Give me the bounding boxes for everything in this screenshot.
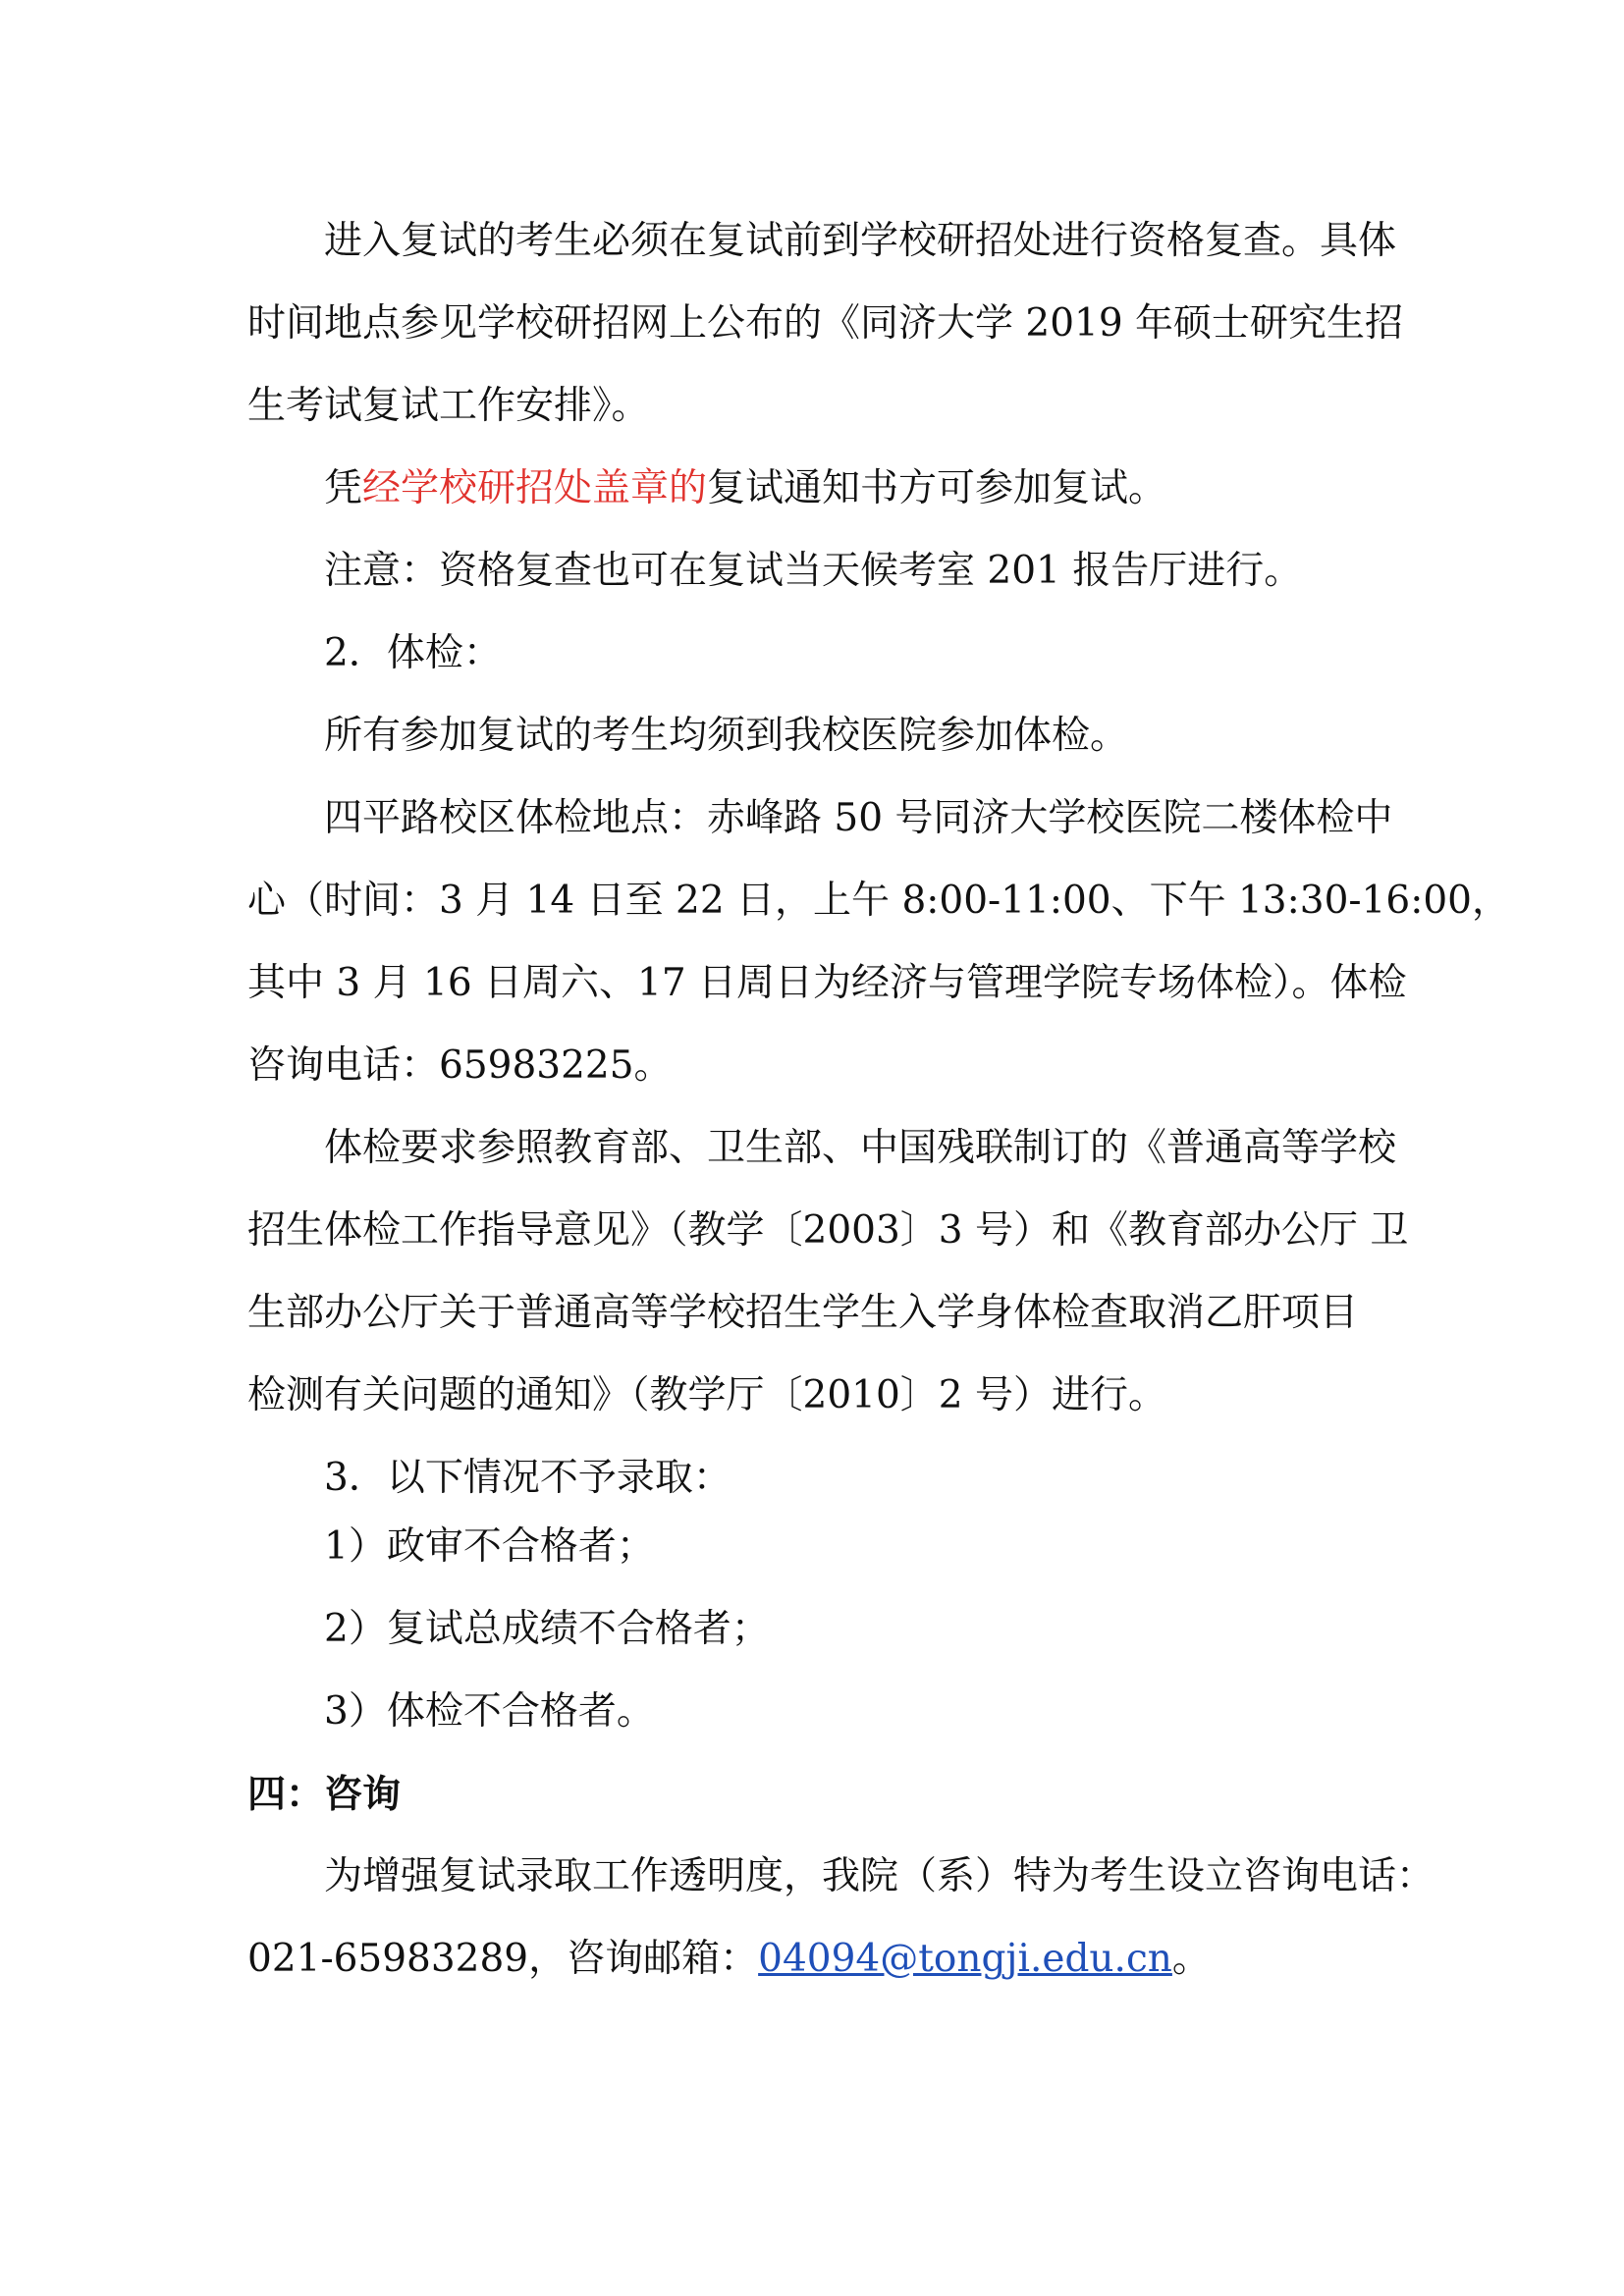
exam-location-line-3: 其中 3 月 16 日周六、17 日周日为经济与管理学院专场体检）。体检 [247,961,1407,1005]
reject-section-title: 3．以下情况不予录取： [324,1456,731,1500]
reject-item-1: 1）政审不合格者； [324,1524,655,1569]
consult-end-mark: 。 [1171,1937,1211,1981]
notice-red-highlight: 经学校研招处盖章的 [362,466,708,510]
exam-requirement-line-3: 生部办公厅关于普通高等学校招生学生入学身体检查取消乙肝项目 [247,1291,1359,1335]
consult-email-link[interactable]: 04094@tongji.edu.cn [758,1937,1172,1981]
notice-paragraph [324,461,1394,516]
reject-item-2: 2）复试总成绩不合格者； [324,1607,770,1651]
consult-paragraph-line-2 [247,1932,1396,1987]
consult-paragraph-line-1: 为增强复试录取工作透明度，我院（系）特为考生设立咨询电话： [324,1854,1435,1898]
consult-phone-text: 021-65983289，咨询邮箱： [247,1937,759,1981]
exam-requirement-line-4: 检测有关问题的通知》（教学厅〔2010〕2 号）进行。 [247,1373,1166,1417]
exam-location-line-2: 心（时间：3 月 14 日至 22 日，上午 8:00-11:00、下午 13:30-16:00， [247,879,1510,923]
exam-requirement-line-1: 体检要求参照教育部、卫生部、中国残联制订的《普通高等学校 [324,1126,1397,1170]
consult-heading: 四：咨询 [247,1772,402,1817]
reject-item-3: 3）体检不合格者。 [324,1689,655,1734]
exam-paragraph-1: 所有参加复试的考生均须到我校医院参加体检。 [324,714,1129,758]
qualification-paragraph-line-1: 进入复试的考生必须在复试前到学校研招处进行资格复查。具体 [324,219,1397,263]
exam-requirement-line-2: 招生体检工作指导意见》（教学〔2003〕3 号）和《教育部办公厅 卫 [247,1208,1409,1253]
exam-location-line-4: 咨询电话：65983225。 [247,1043,673,1088]
exam-location-line-1: 四平路校区体检地点：赤峰路 50 号同济大学校医院二楼体检中 [324,796,1393,840]
attention-paragraph: 注意：资格复查也可在复试当天候考室 201 报告厅进行。 [324,549,1303,593]
qualification-paragraph-line-2: 时间地点参见学校研招网上公布的《同济大学 2019 年硕士研究生招 [247,301,1404,346]
exam-section-title: 2．体检： [324,631,502,675]
notice-suffix: 复试通知书方可参加复试。 [707,466,1167,510]
notice-prefix: 凭 [324,466,363,510]
qualification-paragraph-line-3: 生考试复试工作安排》。 [247,384,650,428]
